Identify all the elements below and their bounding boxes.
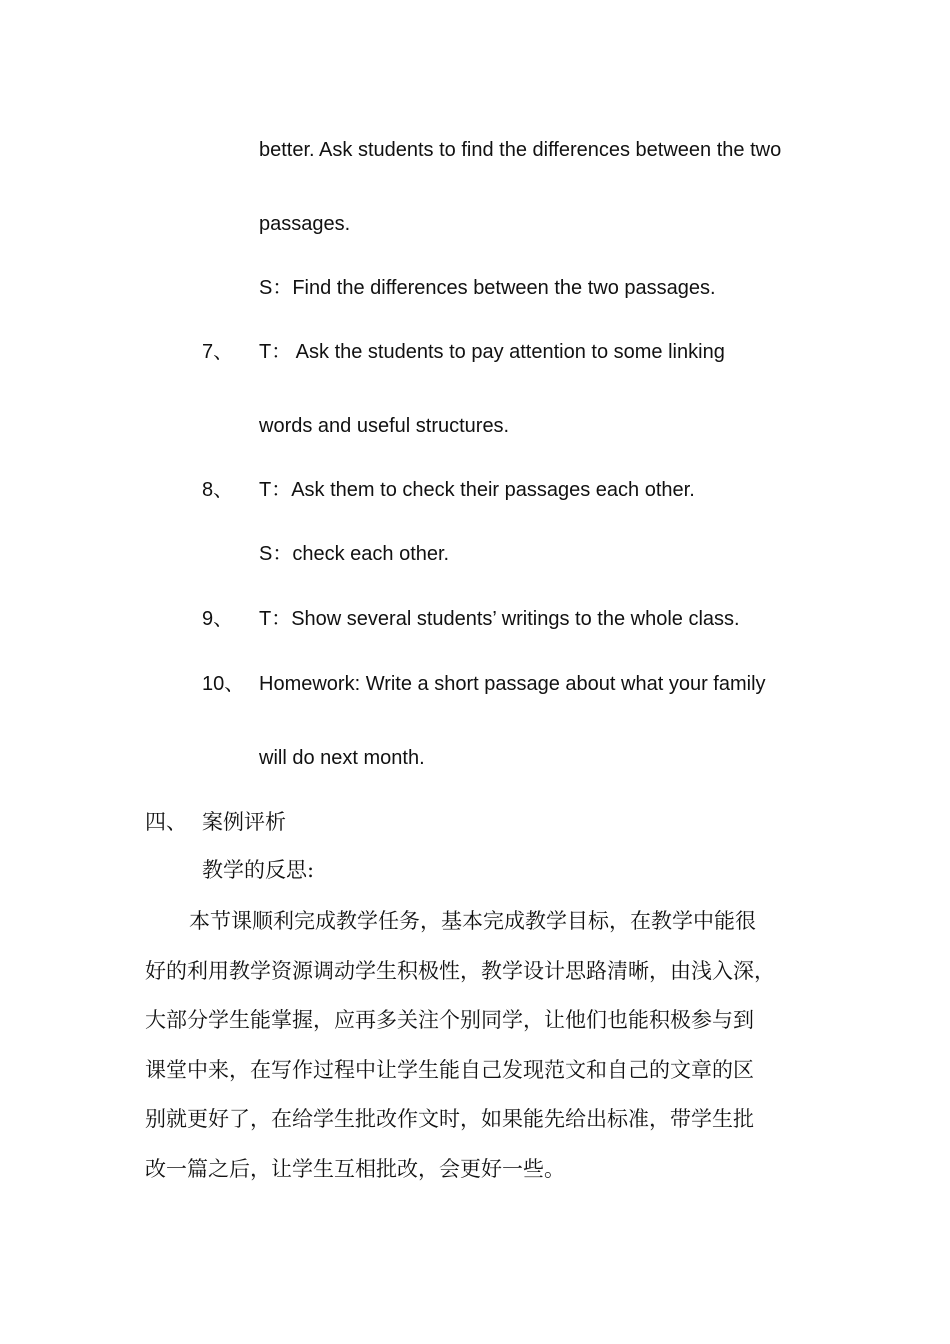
section-number: 四、	[145, 810, 187, 834]
item9-number: 9、	[202, 608, 234, 630]
item7-teacher-line1: T： Ask the students to pay attention to some linking	[259, 341, 725, 363]
item8-number: 8、	[202, 479, 234, 501]
reflection-line-6: 改一篇之后，让学生互相批改，会更好一些。	[145, 1156, 565, 1181]
item10-homework-line2: will do next month.	[259, 747, 425, 769]
reflection-line-3: 大部分学生能掌握，应再多关注个别同学，让他们也能积极参与到	[145, 1008, 754, 1032]
reflection-line-4: 课堂中来，在写作过程中让学生能自己发现范文和自己的文章的区	[145, 1057, 754, 1082]
reflection-paragraph	[145, 897, 825, 1194]
reflection-line-5: 别就更好了，在给学生批改作文时，如果能先给出标准，带学生批	[145, 1107, 754, 1131]
section-subtitle: 教学的反思:	[202, 858, 315, 882]
item10-homework-line1: Homework: Write a short passage about what your family	[259, 673, 766, 695]
item6-continuation-line2: passages.	[259, 213, 351, 235]
reflection-line-2: 好的利用教学资源调动学生积极性，教学设计思路清晰，由浅入深，	[145, 958, 775, 983]
section-title: 案例评析	[202, 810, 286, 834]
item9-teacher-line: T：Show several students’ writings to the whole class.	[259, 608, 740, 630]
item10-number: 10、	[202, 673, 245, 695]
item8-teacher-line: T：Ask them to check their passages each other.	[259, 479, 695, 501]
item7-teacher-line2: words and useful structures.	[259, 415, 510, 437]
reflection-line-1: 本节课顺利完成教学任务，基本完成教学目标，在教学中能很	[189, 909, 756, 933]
item6-continuation-line1: better. Ask students to find the differences between the two	[259, 139, 782, 161]
item7-number: 7、	[202, 341, 234, 363]
item8-student-line: S：check each other.	[259, 543, 450, 565]
item6-student-line: S：Find the differences between the two passages.	[259, 277, 716, 299]
